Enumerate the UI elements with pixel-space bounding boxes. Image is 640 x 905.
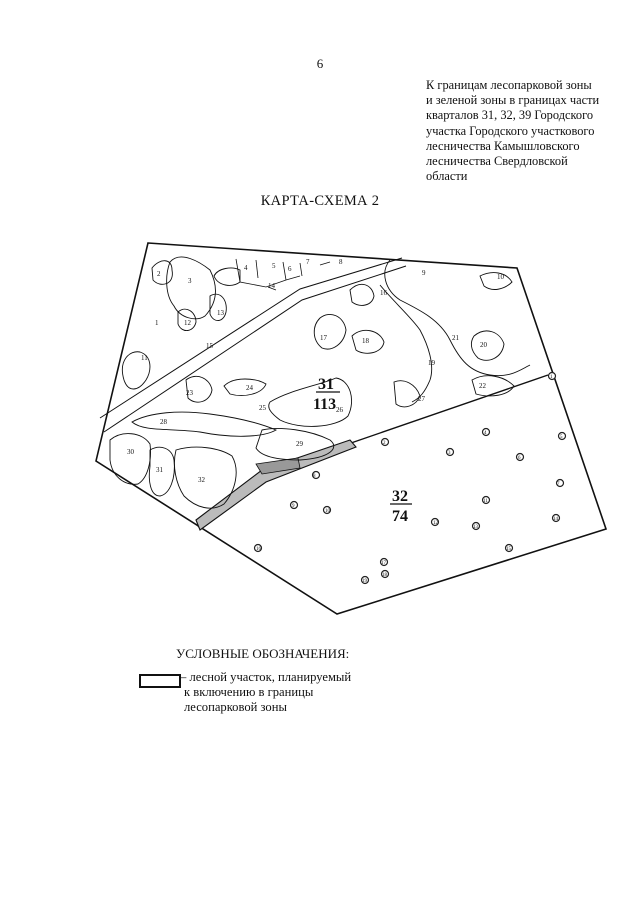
caption-line: лесничества Свердловской xyxy=(426,154,568,169)
plot-label: 30 xyxy=(127,448,134,456)
svg-text:3: 3 xyxy=(448,451,451,456)
plot-marker xyxy=(506,545,513,553)
svg-text:13: 13 xyxy=(473,525,478,530)
svg-text:15: 15 xyxy=(506,547,511,552)
plot-label: 9 xyxy=(422,269,426,277)
plot-label: 11 xyxy=(141,354,148,362)
svg-text:9: 9 xyxy=(292,504,295,509)
plot-label: 24 xyxy=(246,384,253,392)
top-plot-dividers xyxy=(236,259,330,290)
plot-label: 1 xyxy=(155,319,159,327)
plot-label: 29 xyxy=(296,440,303,448)
svg-text:8: 8 xyxy=(313,474,316,479)
svg-text:7: 7 xyxy=(557,482,560,487)
plot-marker xyxy=(255,545,262,553)
plot-label: 13 xyxy=(217,309,224,317)
svg-text:11: 11 xyxy=(483,499,488,504)
legend-line: лесопарковой зоны xyxy=(184,700,287,714)
plot-label: 27 xyxy=(418,395,425,403)
plot-label: 16 xyxy=(380,289,387,297)
plot-label: 31 xyxy=(156,466,163,474)
legend-swatch xyxy=(139,674,181,688)
svg-text:12: 12 xyxy=(433,521,438,526)
map-title: КАРТА-СХЕМА 2 xyxy=(260,193,380,209)
plot-label: 26 xyxy=(336,406,343,414)
plot-marker xyxy=(553,515,560,523)
plot-label: 4 xyxy=(244,264,248,272)
plot-marker xyxy=(432,519,439,527)
legend-text xyxy=(180,670,351,715)
plot-marker xyxy=(382,571,389,579)
plot-marker xyxy=(557,480,564,488)
plot-label: 19 xyxy=(428,359,435,367)
caption-line: и зеленой зоны в границах части xyxy=(426,93,600,108)
plot-label: 8 xyxy=(339,258,343,266)
quarter-31-number: 31 xyxy=(318,376,334,393)
plot-label: 12 xyxy=(184,319,191,327)
plot-label: 3 xyxy=(188,277,192,285)
plot-label: 10 xyxy=(497,273,504,281)
plot-label: 17 xyxy=(320,334,327,342)
svg-text:5: 5 xyxy=(560,435,563,440)
plot-label: 5 xyxy=(272,262,276,270)
plot-label: 32 xyxy=(198,476,205,484)
caption-line: области xyxy=(426,169,468,184)
svg-text:2: 2 xyxy=(383,441,386,446)
plot-marker xyxy=(381,559,388,567)
plot-label: 18 xyxy=(362,337,369,345)
svg-text:17: 17 xyxy=(381,561,386,566)
planned-plot-strip xyxy=(196,440,356,530)
svg-text:6: 6 xyxy=(518,456,521,461)
svg-text:19: 19 xyxy=(362,579,367,584)
plot-label: 28 xyxy=(160,418,167,426)
plot-label: 6 xyxy=(288,265,292,273)
plot-label: 25 xyxy=(259,404,266,412)
plot-marker xyxy=(313,472,320,480)
legend-title: УСЛОВНЫЕ ОБОЗНАЧЕНИЯ: xyxy=(176,646,350,661)
plot-marker xyxy=(549,373,556,381)
svg-text:4: 4 xyxy=(484,431,487,436)
plot-marker xyxy=(362,577,369,585)
plot-marker xyxy=(559,433,566,441)
svg-text:16: 16 xyxy=(256,547,261,552)
page-number: 6 xyxy=(316,56,324,71)
quarter-32-number: 32 xyxy=(392,488,408,505)
caption-line: лесничества Камышловского xyxy=(426,138,580,153)
svg-text:10: 10 xyxy=(325,509,330,514)
quarter-boundary-31-32 xyxy=(198,375,548,527)
plot-label: 14 xyxy=(268,282,275,290)
legend-line: к включению в границы xyxy=(184,685,314,699)
plot-marker xyxy=(473,523,480,531)
plot-label: 7 xyxy=(306,258,310,266)
quarter-31-area: 113 xyxy=(313,396,337,413)
plot-marker xyxy=(324,507,331,515)
plot-label: 20 xyxy=(480,341,487,349)
caption-line: К границам лесопарковой зоны xyxy=(426,78,592,92)
plot-marker xyxy=(517,454,524,462)
plot-label: 23 xyxy=(186,389,193,397)
caption-line: участка Городского участкового xyxy=(426,123,595,138)
plot-marker xyxy=(291,502,298,510)
plot-label: 22 xyxy=(479,382,486,390)
svg-text:18: 18 xyxy=(382,573,387,578)
plot-marker xyxy=(447,449,454,457)
plot-marker xyxy=(483,429,490,437)
road-line-lower xyxy=(104,266,406,432)
plot-label: 2 xyxy=(157,270,161,278)
plot-label: 15 xyxy=(206,342,213,350)
svg-text:1: 1 xyxy=(550,375,553,380)
quarter-32-area: 74 xyxy=(392,508,408,525)
plot-markers-32 xyxy=(255,373,566,585)
legend-line: – лесной участок, планируемый xyxy=(180,670,352,684)
svg-text:14: 14 xyxy=(553,517,558,522)
plot-marker xyxy=(382,439,389,447)
plot-marker xyxy=(483,497,490,505)
plot-label: 21 xyxy=(452,334,459,342)
caption-line: кварталов 31, 32, 39 Городского xyxy=(426,108,594,123)
